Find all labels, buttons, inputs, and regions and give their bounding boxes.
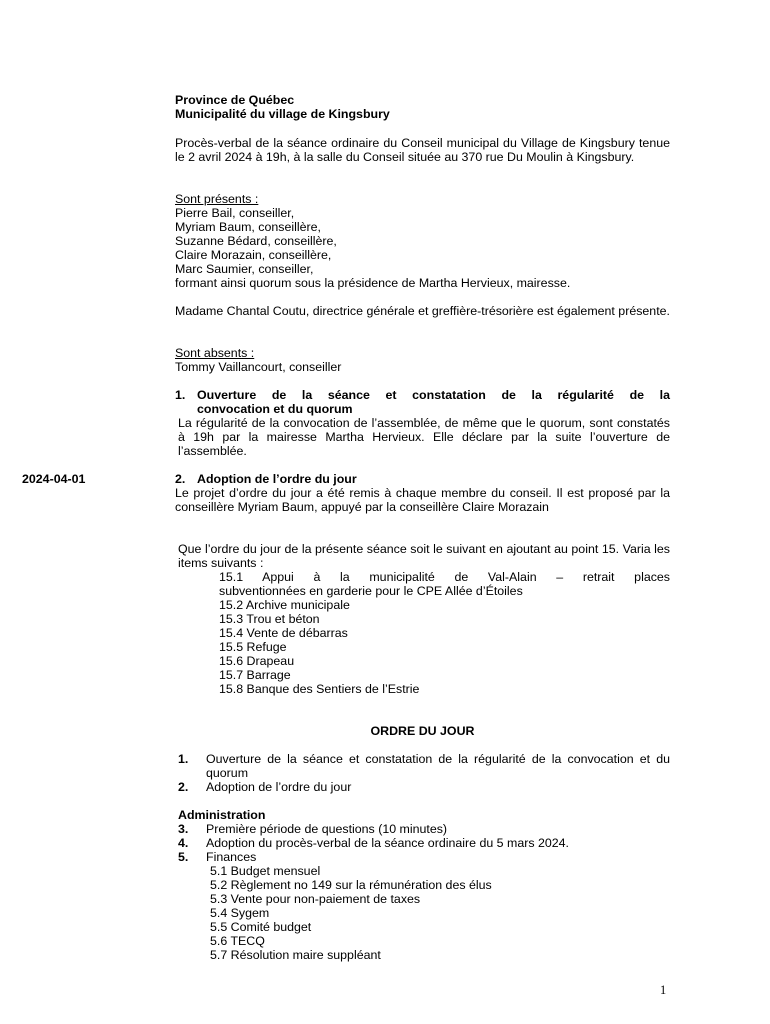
section-2-heading	[175, 472, 670, 486]
quorum-statement: formant ainsi quorum sous la présidence de Martha Hervieux, mairesse.	[175, 276, 571, 290]
section-2-body: Le projet d’ordre du jour a été remis à chaque membre du conseil. Il est proposé par la conseillère Myriam Baum, appuyé par la conseillère Claire Morazain	[175, 486, 670, 514]
section-title: Ouverture de la séance et constatation de la régularité de la	[197, 388, 670, 402]
varia-item: 15.4 Vente de débarras	[219, 626, 348, 640]
agenda-item-number: 2.	[178, 780, 189, 794]
municipality-heading: Municipalité du village de Kingsbury	[175, 107, 390, 121]
agenda-item	[178, 752, 670, 780]
finance-subitem: 5.1 Budget mensuel	[210, 864, 321, 878]
finance-subitem: 5.3 Vente pour non-paiement de taxes	[210, 892, 421, 906]
agenda-item	[178, 822, 670, 836]
varia-item: 15.8 Banque des Sentiers de l’Estrie	[219, 682, 420, 696]
varia-item: 15.5 Refuge	[219, 640, 287, 654]
finance-subitem: 5.4 Sygem	[210, 906, 270, 920]
agenda-opening	[178, 752, 670, 794]
section-1-body: La régularité de la convocation de l’assemblée, de même que le quorum, sont constatés à 19h par la mairesse Martha Hervieux. Elle déclare par la suite l’ouverture de l’assemblée.	[178, 416, 670, 458]
varia-item-continued: subventionnées en garderie pour le CPE Allée d’Étoiles	[219, 584, 523, 598]
agenda-title: ORDRE DU JOUR	[370, 724, 475, 738]
administration-heading: Administration	[178, 808, 266, 822]
agenda-item	[178, 850, 670, 864]
resolution-number: 2024-04-01	[22, 472, 86, 486]
present-member: Marc Saumier, conseiller,	[175, 262, 314, 276]
present-member: Claire Morazain, conseillère,	[175, 248, 332, 262]
varia-item-wrap	[175, 584, 670, 598]
intro-paragraph: Procès-verbal de la séance ordinaire du Conseil municipal du Village de Kingsbury tenue le 2 avril 2024 à 19h, à la salle du Conseil située au 370 rue Du Moulin à Kingsbury.	[175, 136, 670, 164]
absents-section	[175, 346, 670, 374]
section-title-continued: convocation et du quorum	[197, 402, 353, 416]
agenda-item-text: Première période de questions (10 minutes)	[206, 822, 448, 836]
finance-subitem: 5.5 Comité budget	[210, 920, 312, 934]
absents-title: Sont absents :	[175, 346, 255, 360]
section-2	[175, 472, 670, 514]
presents-title: Sont présents :	[175, 192, 259, 206]
page-number: 1	[660, 983, 667, 997]
resolution-text: Que l’ordre du jour de la présente séance soit le suivant en ajoutant au point 15. Varia les items suivants :	[178, 542, 670, 570]
varia-item: 15.3 Trou et béton	[219, 612, 320, 626]
agenda-item-text: Ouverture de la séance et constatation de la régularité de la convocation et du quorum	[206, 752, 670, 780]
agenda-item-number: 5.	[178, 850, 189, 864]
section-1-heading	[175, 388, 670, 402]
finance-subitem: 5.6 TECQ	[210, 934, 265, 948]
varia-items	[175, 570, 670, 584]
present-member: Myriam Baum, conseillère,	[175, 220, 321, 234]
section-number: 2.	[175, 472, 186, 486]
document-header	[175, 93, 670, 121]
presents-section	[175, 192, 670, 290]
province-heading: Province de Québec	[175, 93, 295, 107]
varia-item: 15.6 Drapeau	[219, 654, 295, 668]
present-member: Suzanne Bédard, conseillère,	[175, 234, 337, 248]
varia-item: 15.1 Appui à la municipalité de Val-Alain – retrait places	[219, 570, 670, 584]
agenda-item-text: Adoption du procès-verbal de la séance ordinaire du 5 mars 2024.	[206, 836, 569, 850]
varia-list	[175, 598, 670, 696]
agenda-item-text: Adoption de l’ordre du jour	[206, 780, 352, 794]
director-paragraph: Madame Chantal Coutu, directrice générale et greffière-trésorière est également présente.	[175, 304, 670, 318]
agenda-item-number: 1.	[178, 752, 189, 766]
finance-subitem: 5.2 Règlement no 149 sur la rémunération des élus	[210, 878, 492, 892]
agenda-item-number: 4.	[178, 836, 189, 850]
varia-item: 15.7 Barrage	[219, 668, 291, 682]
absent-member: Tommy Vaillancourt, conseiller	[175, 360, 342, 374]
section-number: 1.	[175, 388, 186, 402]
section-1	[175, 388, 670, 458]
agenda-item	[178, 780, 670, 794]
finance-subitem: 5.7 Résolution maire suppléant	[210, 948, 381, 962]
present-member: Pierre Bail, conseiller,	[175, 206, 295, 220]
agenda-item	[178, 836, 670, 850]
agenda-item-text: Finances	[206, 850, 257, 864]
agenda-item-number: 3.	[178, 822, 189, 836]
varia-item: 15.2 Archive municipale	[219, 598, 350, 612]
agenda-administration	[178, 808, 670, 962]
section-title: Adoption de l’ordre du jour	[197, 472, 357, 486]
